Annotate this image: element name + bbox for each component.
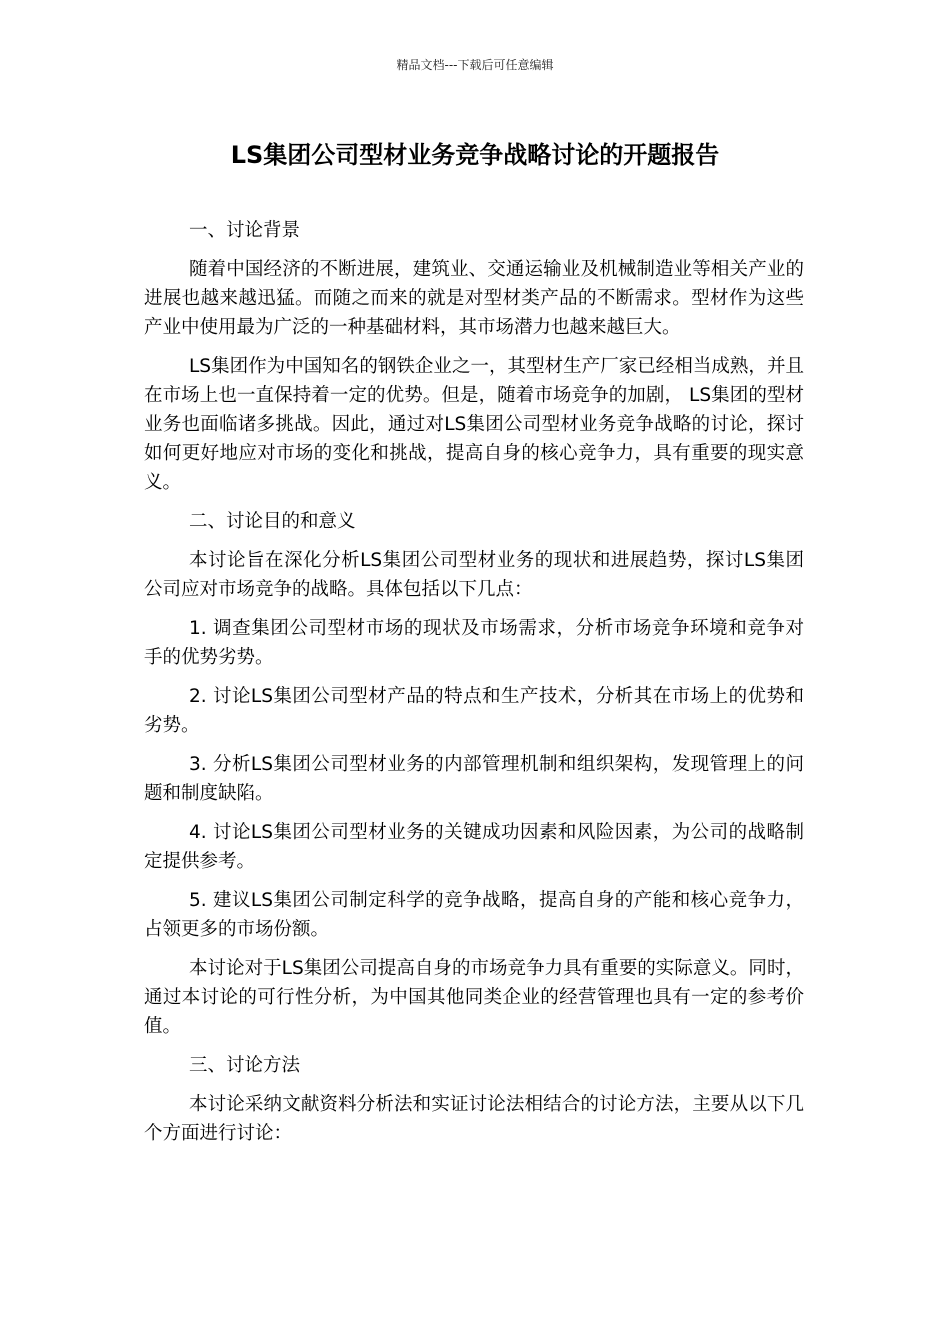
paragraph: LS集团作为中国知名的钢铁企业之一，其型材生产厂家已经相当成熟，并且在市场上也一直保持着一定的优势。但是，随着市场竞争的加剧， LS集团的型材业务也面临诸多挑战。因此，通过对LS集团公司型材业务竞争战略的讨论，探讨如何更好地应对市场的变化和挑战，提高自身的核心竞争力，具有重要的现实意义。: [144, 356, 804, 493]
list-item: 1. 调查集团公司型材市场的现状及市场需求，分析市场竞争环境和竞争对手的优势劣势。: [144, 618, 804, 668]
document-title: LS集团公司型材业务竞争战略讨论的开题报告: [230, 141, 720, 169]
section-heading-methods: 三、讨论方法: [189, 1055, 301, 1076]
list-item: 3. 分析LS集团公司型材业务的内部管理机制和组织架构，发现管理上的问题和制度缺陷。: [144, 754, 804, 804]
document-body: [144, 216, 804, 1158]
paragraph: 本讨论采纳文献资料分析法和实证讨论法相结合的讨论方法，主要从以下几个方面进行讨论：: [144, 1094, 804, 1144]
list-item: 2. 讨论LS集团公司型材产品的特点和生产技术，分析其在市场上的优势和劣势。: [144, 686, 804, 736]
header-note: 精品文档---下载后可任意编辑: [396, 58, 554, 72]
paragraph: 随着中国经济的不断进展，建筑业、交通运输业及机械制造业等相关产业的进展也越来越迅猛。而随之而来的就是对型材类产品的不断需求。型材作为这些产业中使用最为广泛的一种基础材料，其市场潜力也越来越巨大。: [144, 259, 804, 338]
section-heading-purpose: 二、讨论目的和意义: [189, 511, 356, 532]
section-heading-background: 一、讨论背景: [189, 220, 301, 241]
list-item: 4. 讨论LS集团公司型材业务的关键成功因素和风险因素，为公司的战略制定提供参考。: [144, 822, 804, 872]
paragraph: 本讨论旨在深化分析LS集团公司型材业务的现状和进展趋势，探讨LS集团公司应对市场竞争的战略。具体包括以下几点：: [144, 550, 804, 600]
paragraph: 本讨论对于LS集团公司提高自身的市场竞争力具有重要的实际意义。同时，通过本讨论的可行性分析，为中国其他同类企业的经营管理也具有一定的参考价值。: [144, 958, 804, 1037]
list-item: 5. 建议LS集团公司制定科学的竞争战略，提高自身的产能和核心竞争力，占领更多的市场份额。: [144, 890, 804, 940]
